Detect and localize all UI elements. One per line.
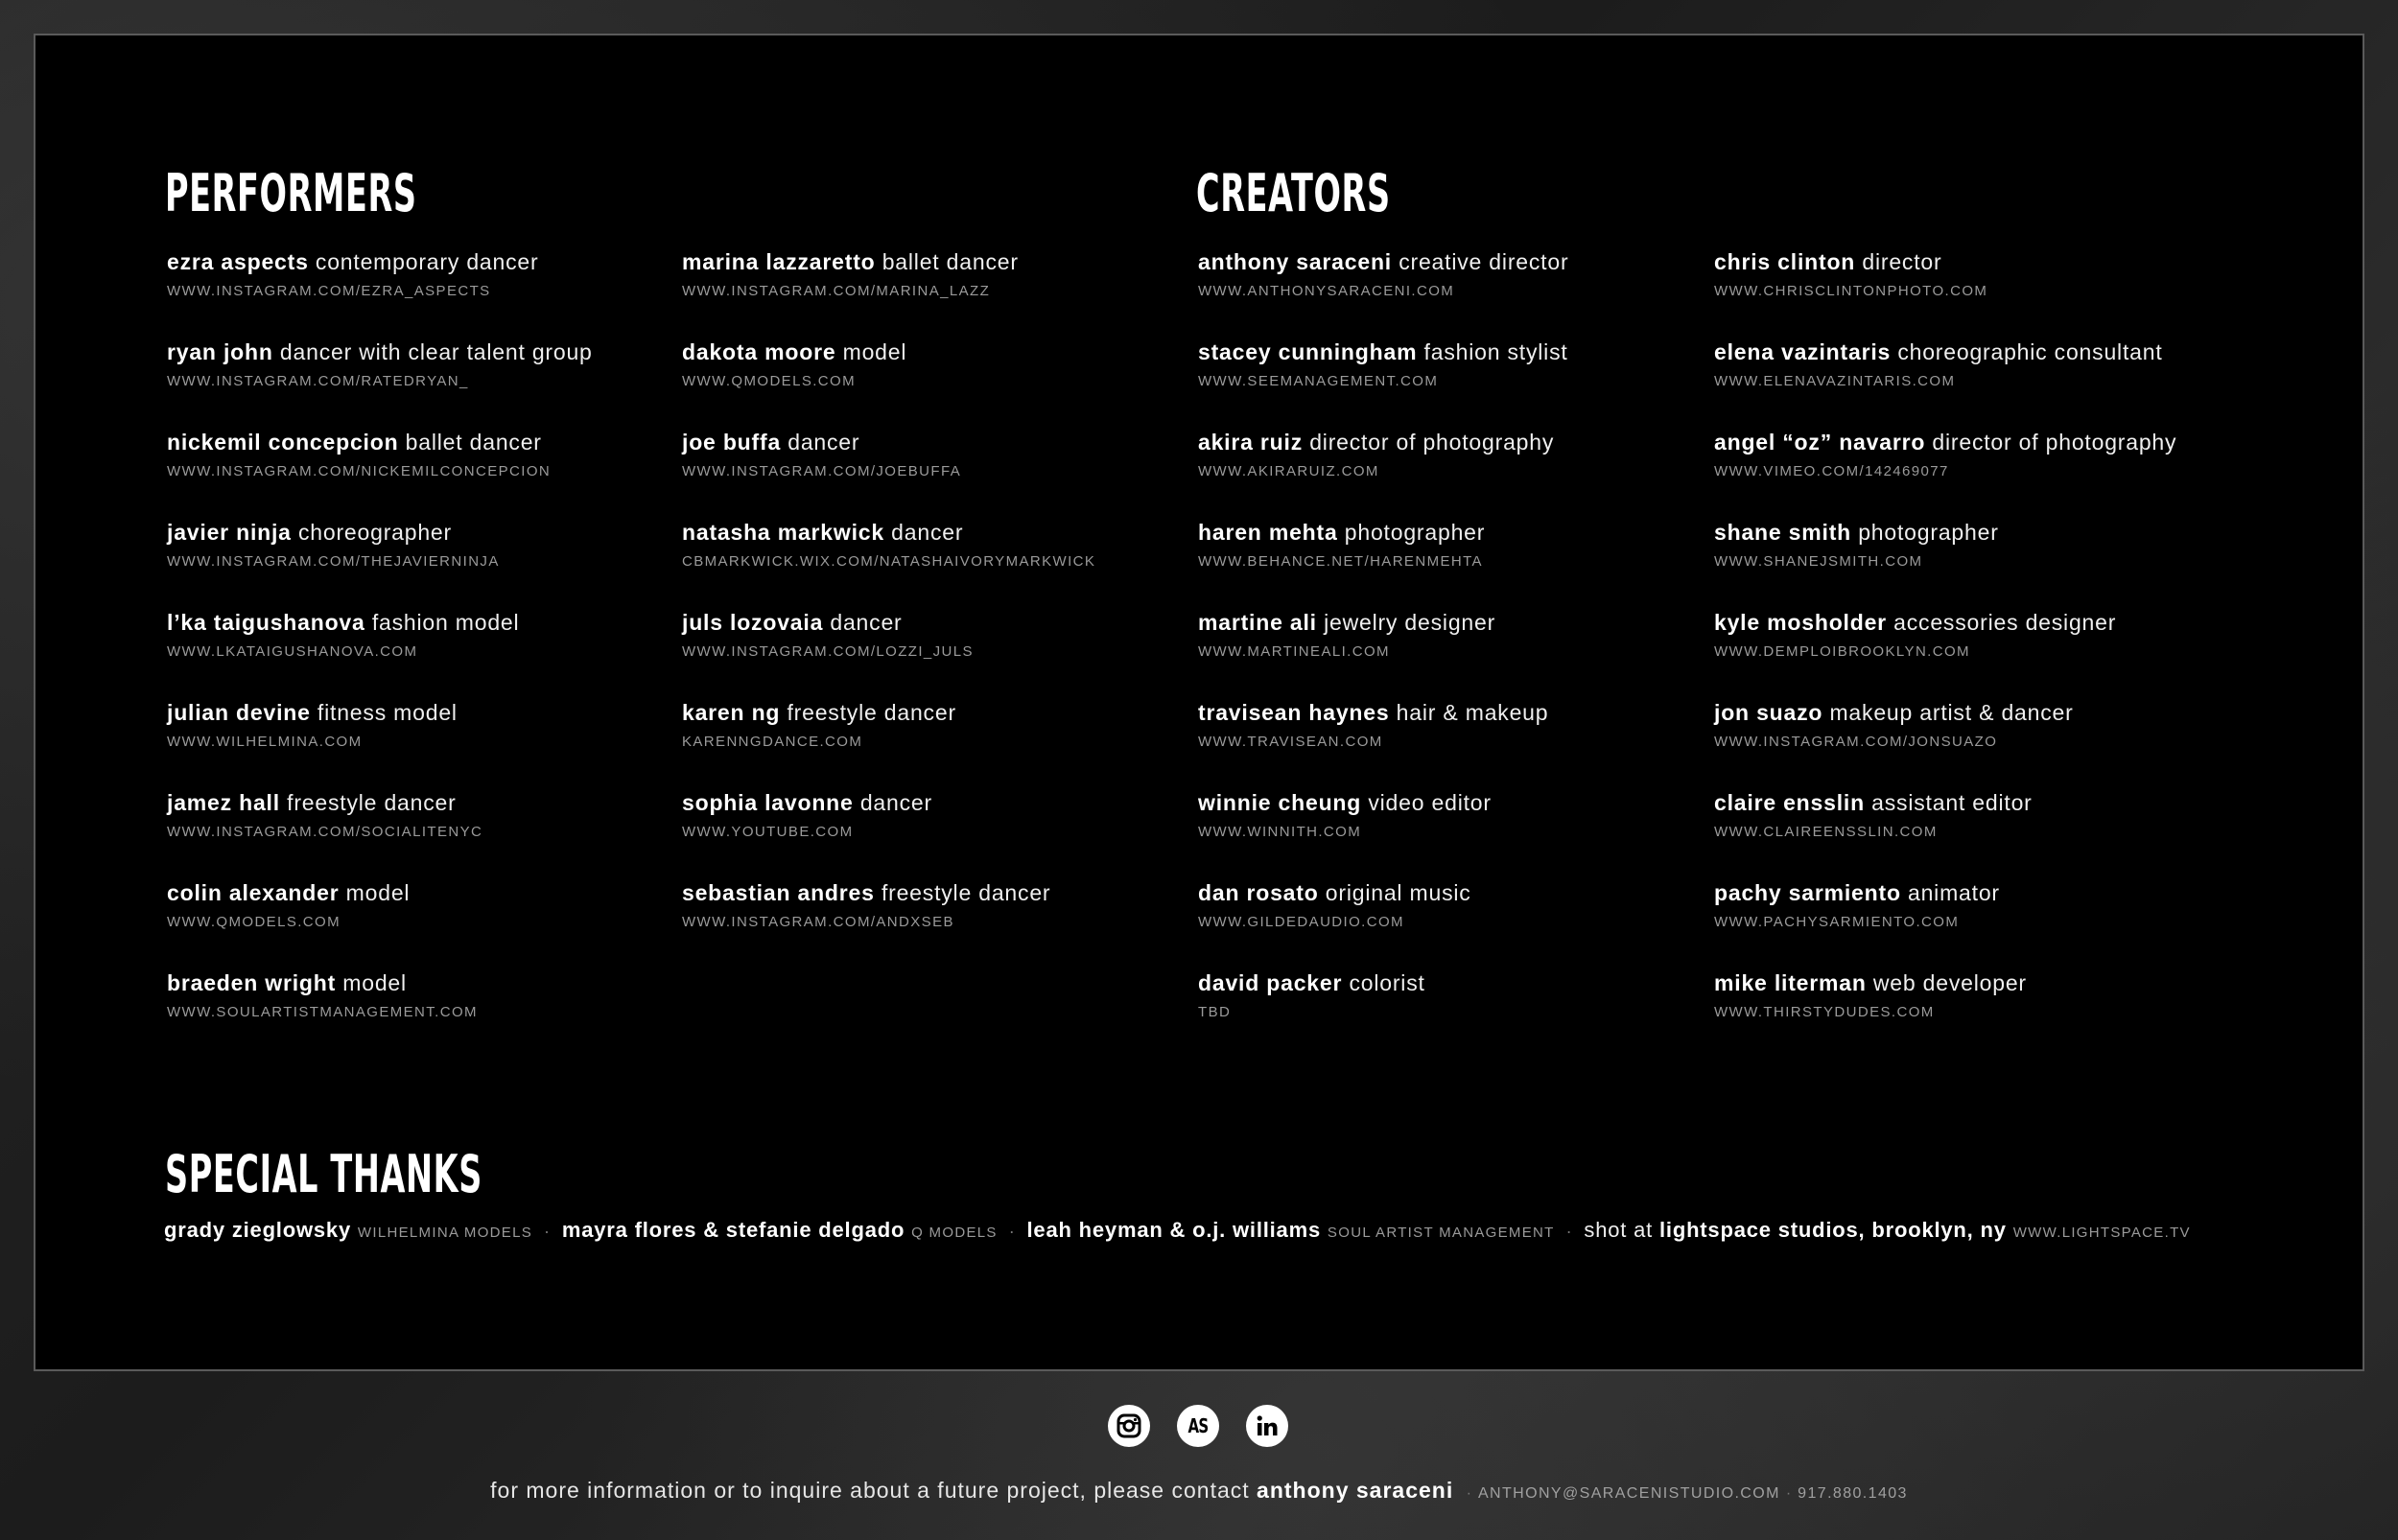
credit-line xyxy=(167,787,704,818)
credit-role: model xyxy=(342,970,407,995)
thanks-org[interactable]: SOUL ARTIST MANAGEMENT xyxy=(1327,1225,1555,1241)
credit-role: director of photography xyxy=(1309,430,1555,455)
credit-line xyxy=(1714,517,2251,548)
contact-text: for more information or to inquire about a future project, please contact xyxy=(490,1478,1250,1503)
thanks-org[interactable]: WILHELMINA MODELS xyxy=(357,1225,533,1241)
credit-entry xyxy=(1714,877,2251,968)
credit-line xyxy=(167,968,704,998)
credit-role: dancer xyxy=(859,790,932,815)
credit-role: freestyle dancer xyxy=(287,790,457,815)
credit-role: ballet dancer xyxy=(882,249,1019,274)
credit-role: photographer xyxy=(1344,520,1486,545)
separator: · xyxy=(1008,1222,1016,1241)
credit-name: ryan john xyxy=(167,339,273,364)
credit-link[interactable]: WWW.AKIRARUIZ.COM xyxy=(1198,463,1379,479)
credit-line xyxy=(1198,517,1735,548)
credit-role: fashion stylist xyxy=(1423,339,1568,364)
credit-name: elena vazintaris xyxy=(1714,339,1892,364)
credit-name: angel “oz” navarro xyxy=(1714,430,1926,455)
credit-entry xyxy=(1198,697,1735,787)
credit-entry xyxy=(1198,517,1735,607)
credit-role: model xyxy=(345,880,411,905)
credit-link[interactable]: WWW.BEHANCE.NET/HARENMEHTA xyxy=(1198,553,1483,570)
credit-role: dancer xyxy=(788,430,860,455)
credit-entry xyxy=(1198,427,1735,517)
credit-line xyxy=(1198,427,1735,457)
creators-title: CREATORS xyxy=(1196,163,1391,223)
credit-entry xyxy=(1198,877,1735,968)
credit-role: dancer xyxy=(830,610,903,635)
credit-link[interactable]: WWW.VIMEO.COM/142469077 xyxy=(1714,463,1949,479)
contact-email-link[interactable]: ANTHONY@SARACENISTUDIO.COM xyxy=(1477,1485,1780,1502)
credit-link[interactable]: WWW.SEEMANAGEMENT.COM xyxy=(1198,373,1439,389)
performers-column-2 xyxy=(682,246,1219,968)
credit-role: accessories designer xyxy=(1893,610,2117,635)
credit-role: dancer xyxy=(891,520,964,545)
contact-name: anthony saraceni xyxy=(1257,1478,1454,1503)
credit-line xyxy=(1714,246,2251,277)
credit-name: jamez hall xyxy=(167,790,280,815)
credit-entry xyxy=(1714,787,2251,877)
credit-entry xyxy=(1714,337,2251,427)
credit-role: assistant editor xyxy=(1871,790,2033,815)
credit-role: model xyxy=(842,339,907,364)
credit-role: dancer with clear talent group xyxy=(279,339,593,364)
special-thanks-line xyxy=(164,1216,2191,1248)
credit-link[interactable]: WWW.ELENAVAZINTARIS.COM xyxy=(1714,373,1956,389)
credit-name: kyle mosholder xyxy=(1714,610,1887,635)
credit-link[interactable]: CBMARKWICK.WIX.COM/NATASHAIVORYMARKWICK xyxy=(682,553,1096,570)
credit-link[interactable]: WWW.INSTAGRAM.COM/MARINA_LAZZ xyxy=(682,283,991,299)
credit-entry xyxy=(1714,607,2251,697)
thanks-item: mayra flores & stefanie delgado Q MODELS xyxy=(561,1218,998,1242)
credit-entry xyxy=(167,607,704,697)
credit-link[interactable]: WWW.INSTAGRAM.COM/JONSUAZO xyxy=(1714,734,1998,750)
credit-role: original music xyxy=(1325,880,1471,905)
credit-entry xyxy=(167,517,704,607)
credit-name: haren mehta xyxy=(1198,520,1338,545)
credit-link[interactable]: WWW.WILHELMINA.COM xyxy=(167,734,363,750)
credit-name: sebastian andres xyxy=(682,880,875,905)
credit-name: l’ka taigushanova xyxy=(167,610,365,635)
credit-link[interactable]: KARENNGDANCE.COM xyxy=(682,734,863,750)
credit-role: hair & makeup xyxy=(1396,700,1549,725)
credit-line xyxy=(682,787,1219,818)
credit-name: marina lazzaretto xyxy=(682,249,876,274)
credit-link[interactable]: WWW.WINNITH.COM xyxy=(1198,824,1362,840)
credit-entry xyxy=(167,877,704,968)
credit-line xyxy=(1198,337,1735,367)
credit-name: nickemil concepcion xyxy=(167,430,399,455)
credit-name: braeden wright xyxy=(167,970,337,995)
credit-entry xyxy=(167,427,704,517)
credit-line xyxy=(1714,697,2251,728)
credit-entry xyxy=(682,337,1219,427)
thanks-item: leah heyman & o.j. williams SOUL ARTIST MANAGEMENT xyxy=(1026,1218,1555,1242)
credit-link[interactable]: WWW.CHRISCLINTONPHOTO.COM xyxy=(1714,283,1988,299)
credit-name: javier ninja xyxy=(167,520,292,545)
credit-entry xyxy=(167,337,704,427)
credit-line xyxy=(1714,787,2251,818)
credit-entry xyxy=(1714,697,2251,787)
performers-column-1 xyxy=(167,246,704,1058)
credit-entry xyxy=(682,877,1219,968)
credit-link[interactable]: WWW.TRAVISEAN.COM xyxy=(1198,734,1383,750)
credit-entry xyxy=(1198,337,1735,427)
separator: · xyxy=(1785,1485,1793,1502)
credit-line xyxy=(682,607,1219,638)
credit-name: akira ruiz xyxy=(1198,430,1303,455)
credit-line xyxy=(1198,607,1735,638)
credit-entry xyxy=(1198,246,1735,337)
credit-line xyxy=(167,607,704,638)
credit-role: choreographer xyxy=(297,520,452,545)
credit-role: ballet dancer xyxy=(405,430,542,455)
credit-entry xyxy=(167,787,704,877)
credit-link[interactable]: WWW.INSTAGRAM.COM/THEJAVIERNINJA xyxy=(167,553,500,570)
contact-line xyxy=(0,1475,2398,1509)
credit-name: ezra aspects xyxy=(167,249,309,274)
credit-entry xyxy=(682,607,1219,697)
creators-column-1 xyxy=(1198,246,1735,1058)
credit-name: chris clinton xyxy=(1714,249,1856,274)
credit-line xyxy=(682,337,1219,367)
as-logo-icon[interactable] xyxy=(1177,1405,1219,1447)
credit-link[interactable]: WWW.THIRSTYDUDES.COM xyxy=(1714,1004,1935,1020)
credit-line xyxy=(1714,337,2251,367)
credit-link[interactable]: WWW.PACHYSARMIENTO.COM xyxy=(1714,914,1960,930)
credit-line xyxy=(167,697,704,728)
credit-link[interactable]: WWW.GILDEDAUDIO.COM xyxy=(1198,914,1404,930)
credit-link[interactable]: WWW.QMODELS.COM xyxy=(682,373,856,389)
credit-entry xyxy=(682,787,1219,877)
credit-entry xyxy=(682,246,1219,337)
credit-name: joe buffa xyxy=(682,430,782,455)
credit-line xyxy=(1198,968,1735,998)
credit-line xyxy=(1198,877,1735,908)
credit-line xyxy=(682,877,1219,908)
credit-link[interactable]: TBD xyxy=(1198,1004,1232,1020)
credit-link[interactable]: WWW.INSTAGRAM.COM/ANDXSEB xyxy=(682,914,954,930)
credit-name: mike literman xyxy=(1714,970,1867,995)
credit-line xyxy=(1714,427,2251,457)
credit-name: juls lozovaia xyxy=(682,610,824,635)
performers-title: PERFORMERS xyxy=(165,163,417,223)
thanks-item: grady zieglowsky WILHELMINA MODELS xyxy=(164,1218,533,1242)
special-thanks-title: SPECIAL THANKS xyxy=(165,1144,482,1204)
credit-line xyxy=(1714,607,2251,638)
separator: · xyxy=(1466,1485,1472,1502)
credit-name: sophia lavonne xyxy=(682,790,854,815)
credit-entry xyxy=(167,246,704,337)
credit-link[interactable]: WWW.INSTAGRAM.COM/EZRA_ASPECTS xyxy=(167,283,491,299)
separator: · xyxy=(1565,1222,1573,1241)
credit-entry xyxy=(1198,607,1735,697)
credit-name: shane smith xyxy=(1714,520,1852,545)
credit-line xyxy=(682,697,1219,728)
credit-name: winnie cheung xyxy=(1198,790,1362,815)
credit-line xyxy=(167,517,704,548)
credit-entry xyxy=(1714,517,2251,607)
credit-line xyxy=(1714,968,2251,998)
instagram-icon[interactable] xyxy=(1108,1405,1150,1447)
credit-entry xyxy=(1714,246,2251,337)
credit-name: karen ng xyxy=(682,700,781,725)
credit-role: animator xyxy=(1908,880,2000,905)
credit-role: freestyle dancer xyxy=(787,700,956,725)
credit-name: dakota moore xyxy=(682,339,836,364)
credit-entry xyxy=(682,697,1219,787)
lightspace-link[interactable]: WWW.LIGHTSPACE.TV xyxy=(2012,1225,2191,1241)
credits-panel xyxy=(34,34,2364,1371)
credit-entry xyxy=(682,517,1219,607)
linkedin-icon[interactable] xyxy=(1246,1405,1288,1447)
credit-role: jewelry designer xyxy=(1324,610,1496,635)
credit-entry xyxy=(682,427,1219,517)
credit-name: natasha markwick xyxy=(682,520,884,545)
credit-link[interactable]: WWW.SOULARTISTMANAGEMENT.COM xyxy=(167,1004,478,1020)
credit-role: director xyxy=(1862,249,1942,274)
contact-phone[interactable]: 917.880.1403 xyxy=(1798,1485,1908,1502)
credit-line xyxy=(167,246,704,277)
creators-column-2 xyxy=(1714,246,2251,1058)
credit-name: jon suazo xyxy=(1714,700,1823,725)
credit-role: web developer xyxy=(1872,970,2027,995)
credit-name: pachy sarmiento xyxy=(1714,880,1901,905)
credit-role: director of photography xyxy=(1932,430,2177,455)
credit-role: photographer xyxy=(1858,520,1999,545)
credit-link[interactable]: WWW.ANTHONYSARACENI.COM xyxy=(1198,283,1455,299)
credit-line xyxy=(167,337,704,367)
credit-role: makeup artist & dancer xyxy=(1829,700,2074,725)
social-links xyxy=(1108,1405,1288,1447)
credit-name: colin alexander xyxy=(167,880,340,905)
credit-name: travisean haynes xyxy=(1198,700,1390,725)
credit-line xyxy=(682,517,1219,548)
credit-link[interactable]: WWW.INSTAGRAM.COM/LOZZI_JULS xyxy=(682,643,974,660)
credit-link[interactable]: WWW.CLAIREENSSLIN.COM xyxy=(1714,824,1938,840)
credit-entry xyxy=(167,968,704,1058)
credit-entry xyxy=(1198,787,1735,877)
credit-name: dan rosato xyxy=(1198,880,1319,905)
credit-name: stacey cunningham xyxy=(1198,339,1418,364)
credit-role: fashion model xyxy=(371,610,520,635)
credit-line xyxy=(1198,246,1735,277)
credit-role: fitness model xyxy=(317,700,458,725)
credit-link[interactable]: WWW.INSTAGRAM.COM/JOEBUFFA xyxy=(682,463,962,479)
credit-role: video editor xyxy=(1368,790,1492,815)
credit-name: julian devine xyxy=(167,700,311,725)
credit-entry xyxy=(1714,427,2251,517)
credit-line xyxy=(167,427,704,457)
credit-name: claire ensslin xyxy=(1714,790,1865,815)
credit-line xyxy=(1198,787,1735,818)
credit-name: anthony saraceni xyxy=(1198,249,1392,274)
credit-role: choreographic consultant xyxy=(1897,339,2163,364)
credit-link[interactable]: WWW.INSTAGRAM.COM/NICKEMILCONCEPCION xyxy=(167,463,552,479)
as-logo-text: AS xyxy=(1187,1414,1209,1437)
credit-link[interactable]: WWW.SHANEJSMITH.COM xyxy=(1714,553,1923,570)
credit-name: martine ali xyxy=(1198,610,1317,635)
shot-at-item: shot at lightspace studios, brooklyn, ny WWW.LIGHTSPACE.TV xyxy=(1584,1218,2191,1242)
credit-entry xyxy=(1198,968,1735,1058)
thanks-org[interactable]: Q MODELS xyxy=(911,1225,998,1241)
credit-name: david packer xyxy=(1198,970,1343,995)
credit-line xyxy=(1714,877,2251,908)
credit-role: contemporary dancer xyxy=(315,249,539,274)
credit-link[interactable]: WWW.INSTAGRAM.COM/RATEDRYAN_ xyxy=(167,373,469,389)
credit-role: colorist xyxy=(1349,970,1425,995)
credit-link[interactable]: WWW.MARTINEALI.COM xyxy=(1198,643,1390,660)
credit-line xyxy=(682,427,1219,457)
credit-line xyxy=(682,246,1219,277)
credit-role: creative director xyxy=(1399,249,1569,274)
credit-line xyxy=(167,877,704,908)
credit-entry xyxy=(167,697,704,787)
credit-entry xyxy=(1714,968,2251,1058)
credit-link[interactable]: WWW.LKATAIGUSHANOVA.COM xyxy=(167,643,418,660)
credit-link[interactable]: WWW.INSTAGRAM.COM/SOCIALITENYC xyxy=(167,824,483,840)
separator: · xyxy=(544,1222,551,1241)
credit-role: freestyle dancer xyxy=(881,880,1051,905)
credit-link[interactable]: WWW.DEMPLOIBROOKLYN.COM xyxy=(1714,643,1970,660)
credit-line xyxy=(1198,697,1735,728)
credit-link[interactable]: WWW.QMODELS.COM xyxy=(167,914,341,930)
credit-link[interactable]: WWW.YOUTUBE.COM xyxy=(682,824,854,840)
